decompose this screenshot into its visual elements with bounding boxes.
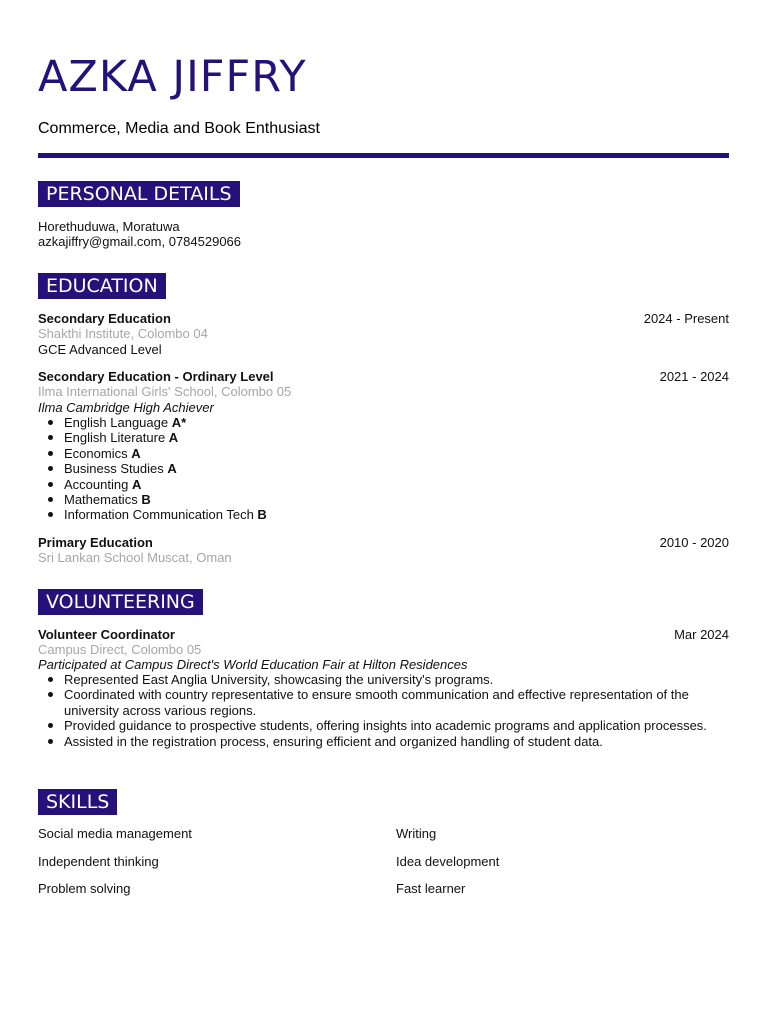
- bullet-icon: [48, 435, 53, 440]
- duty-text: Assisted in the registration process, ensuring efficient and organized handling of student data.: [64, 733, 603, 749]
- subject-grade-item: [38, 507, 729, 522]
- section-heading-education: EDUCATION: [38, 273, 166, 299]
- skill-item: Problem solving: [38, 881, 131, 896]
- subject-name: English Language: [64, 415, 169, 430]
- bullet-icon: [48, 677, 53, 682]
- skill-item: Idea development: [396, 854, 500, 869]
- subject-grade-item: [38, 492, 729, 507]
- subject-grade: A: [167, 461, 177, 477]
- contact-text: azkajiffry@gmail.com, 0784529066: [38, 234, 242, 249]
- bullet-icon: [48, 420, 53, 425]
- education-title: Secondary Education - Ordinary Level: [38, 369, 274, 384]
- section-heading-skills: SKILLS: [38, 789, 117, 815]
- subject-grade: A: [131, 445, 141, 461]
- subject-grade-item: [38, 430, 729, 445]
- skill-item: Fast learner: [396, 881, 466, 896]
- bullet-icon: [48, 482, 53, 487]
- bullet-icon: [48, 512, 53, 517]
- header-divider: [38, 153, 729, 158]
- subject-grade: A: [131, 476, 142, 492]
- subject-grade-item: [38, 415, 729, 430]
- bullet-icon: [48, 466, 53, 471]
- education-school: Shakthi Institute, Colombo 04: [38, 326, 208, 341]
- section-heading-personal-details: PERSONAL DETAILS: [38, 181, 240, 207]
- volunteer-role: Volunteer Coordinator: [38, 627, 175, 642]
- duty-text: Provided guidance to prospective students, offering insights into academic programs and application processes.: [64, 718, 707, 734]
- subject-name: Accounting: [64, 476, 129, 492]
- skill-item: Writing: [396, 826, 437, 841]
- subject-name: Mathematics: [64, 492, 138, 508]
- education-award: Ilma Cambridge High Achiever: [38, 400, 214, 415]
- bullet-icon: [48, 692, 53, 697]
- subject-name: Economics: [64, 445, 128, 461]
- education-date: 2010 - 2020: [659, 535, 729, 550]
- education-school: Ilma International Girls' School, Colombo 05: [38, 384, 292, 399]
- candidate-tagline: Commerce, Media and Book Enthusiast: [38, 120, 320, 137]
- skill-item: Independent thinking: [38, 854, 159, 869]
- bullet-icon: [48, 451, 53, 456]
- subject-grade-item: [38, 461, 729, 476]
- subject-name: English Literature: [64, 430, 166, 446]
- education-detail: GCE Advanced Level: [38, 342, 162, 357]
- section-heading-volunteering: VOLUNTEERING: [38, 589, 203, 615]
- subject-name: Information Communication Tech: [64, 507, 254, 523]
- bullet-icon: [48, 739, 53, 744]
- address-text: Horethuduwa, Moratuwa: [38, 219, 180, 234]
- volunteer-duties-list: [38, 672, 729, 749]
- subject-grade-item: [38, 446, 729, 461]
- skill-item: Social media management: [38, 826, 192, 841]
- subject-name: Business Studies: [64, 461, 164, 477]
- bullet-icon: [48, 497, 53, 502]
- volunteer-summary: Participated at Campus Direct's World Education Fair at Hilton Residences: [38, 657, 468, 672]
- volunteer-organization: Campus Direct, Colombo 05: [38, 642, 202, 657]
- education-title: Secondary Education: [38, 311, 171, 326]
- duty-item: [38, 734, 729, 749]
- volunteer-date: Mar 2024: [674, 627, 729, 642]
- subject-grade: A*: [171, 415, 187, 430]
- duty-item: [38, 687, 729, 718]
- duty-text: Represented East Anglia University, showcasing the university's programs.: [64, 672, 494, 687]
- duty-item: [38, 672, 729, 687]
- education-title: Primary Education: [38, 535, 153, 550]
- subject-grade: B: [141, 492, 151, 508]
- candidate-name: AZKA JIFFRY: [38, 52, 307, 102]
- education-date: 2024 - Present: [643, 311, 729, 326]
- education-school: Sri Lankan School Muscat, Oman: [38, 550, 232, 565]
- subject-grade-list: [38, 415, 729, 523]
- duty-item: [38, 718, 729, 733]
- subject-grade: A: [168, 430, 179, 446]
- bullet-icon: [48, 723, 53, 728]
- duty-text: Coordinated with country representative to ensure smooth communication and effective representation of the university across various regions.: [64, 687, 689, 718]
- subject-grade: B: [257, 507, 267, 523]
- education-date: 2021 - 2024: [659, 369, 729, 384]
- subject-grade-item: [38, 477, 729, 492]
